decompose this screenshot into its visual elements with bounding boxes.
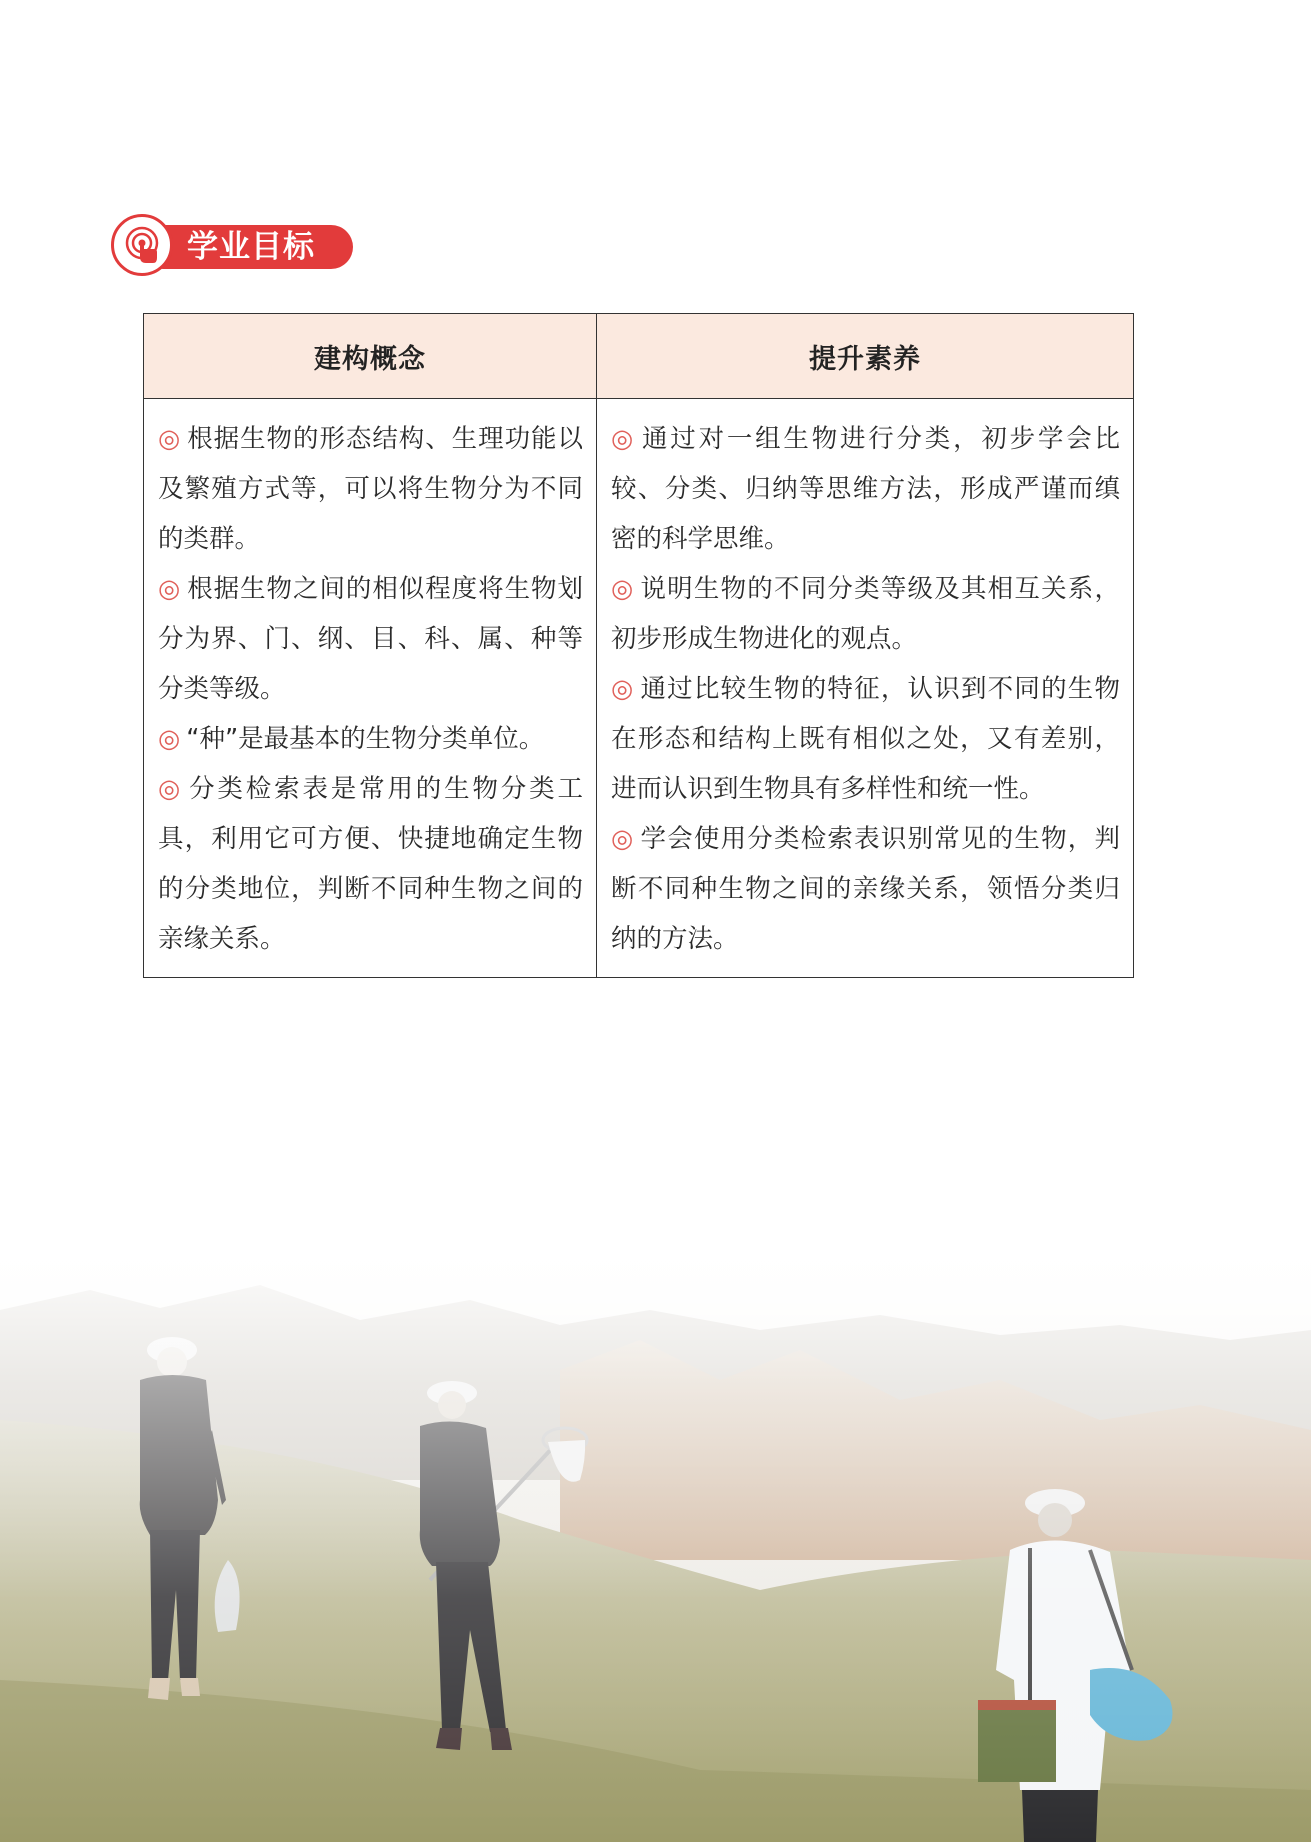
literacy-item: ◎ 说明生物的不同分类等级及其相互关系，初步形成生物进化的观点。 <box>611 574 1120 654</box>
bullet-icon: ◎ <box>611 424 637 454</box>
section-badge <box>111 214 356 280</box>
bullet-icon: ◎ <box>158 424 182 454</box>
bullet-icon: ◎ <box>611 574 635 604</box>
concept-item: ◎ 分类检索表是常用的生物分类工具，利用它可方便、快捷地确定生物的分类地位，判断不同种生物之间的亲缘关系。 <box>158 774 583 954</box>
concept-item: ◎ 根据生物的形态结构、生理功能以及繁殖方式等，可以将生物分为不同的类群。 <box>158 424 583 554</box>
bullet-icon: ◎ <box>611 674 635 704</box>
bullet-icon: ◎ <box>158 724 181 754</box>
bullet-icon: ◎ <box>611 824 635 854</box>
concept-item: ◎ 根据生物之间的相似程度将生物划分为界、门、纲、目、科、属、种等分类等级。 <box>158 574 583 704</box>
section-title: 学业目标 <box>187 229 315 265</box>
goals-table <box>143 313 1134 978</box>
bullet-icon: ◎ <box>158 574 182 604</box>
hand-target-icon <box>111 214 173 276</box>
field-trip-photo <box>0 1230 1311 1842</box>
concept-item: ◎ “种”是最基本的生物分类单位。 <box>158 724 545 754</box>
literacy-item: ◎ 通过对一组生物进行分类，初步学会比较、分类、归纳等思维方法，形成严谨而缜密的科学思维。 <box>611 424 1120 554</box>
literacy-item: ◎ 学会使用分类检索表识别常见的生物，判断不同种生物之间的亲缘关系，领悟分类归纳的方法。 <box>611 824 1120 954</box>
literacy-item: ◎ 通过比较生物的特征，认识到不同的生物在形态和结构上既有相似之处，又有差别，进而认识到生物具有多样性和统一性。 <box>611 674 1120 804</box>
header-concepts: 建构概念 <box>144 314 597 399</box>
literacy-column <box>597 399 1133 977</box>
concepts-column <box>144 399 597 977</box>
header-literacy: 提升素养 <box>597 314 1133 399</box>
bullet-icon: ◎ <box>158 774 184 804</box>
